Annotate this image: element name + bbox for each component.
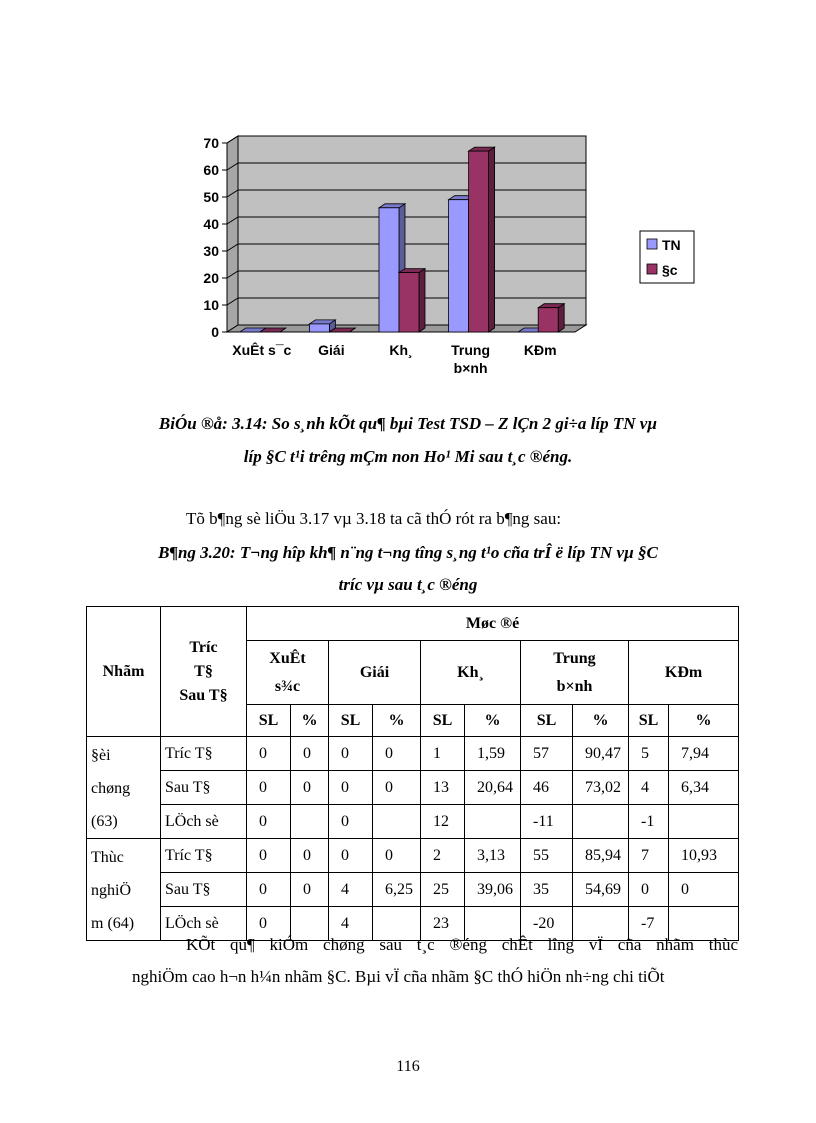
table-cell: 0 bbox=[247, 737, 291, 771]
bar-dc-2 bbox=[399, 269, 425, 332]
header-level-line: Trung bbox=[553, 649, 596, 667]
legend-label: §c bbox=[662, 262, 678, 278]
table-cell: 0 bbox=[247, 805, 291, 839]
table-cell: 20,64 bbox=[465, 771, 521, 805]
table-cell: 0 bbox=[247, 907, 291, 941]
x-tick-label: Giái bbox=[318, 342, 345, 358]
y-tick-label: 70 bbox=[203, 135, 219, 151]
table-cell bbox=[373, 805, 421, 839]
table-cell: 46 bbox=[521, 771, 573, 805]
y-tick-label: 20 bbox=[203, 270, 219, 286]
table-header-row bbox=[87, 607, 739, 641]
table-cell: 6,25 bbox=[373, 873, 421, 907]
row-label: Sau T§ bbox=[161, 771, 247, 805]
table-cell: 7,94 bbox=[669, 737, 739, 771]
y-tick-label: 30 bbox=[203, 243, 219, 259]
header-level-name bbox=[521, 641, 629, 705]
table-cell: 0 bbox=[291, 873, 329, 907]
header-sl: SL bbox=[329, 705, 373, 737]
header-level-line: XuÊt bbox=[269, 649, 306, 667]
header-sl: SL bbox=[247, 705, 291, 737]
table-cell: 39,06 bbox=[465, 873, 521, 907]
group-label-line: m (64) bbox=[91, 915, 135, 932]
header-time-line: Sau T§ bbox=[179, 686, 228, 704]
table-cell: 1,59 bbox=[465, 737, 521, 771]
page-number: 116 bbox=[396, 1058, 420, 1075]
x-tick-label: Kh¸ bbox=[389, 342, 413, 358]
table-cell: -11 bbox=[521, 805, 573, 839]
header-time-line: Tríc bbox=[189, 638, 218, 656]
y-tick-label: 0 bbox=[211, 324, 219, 340]
table-row bbox=[87, 737, 739, 771]
conclusion-line-1: KÕt qu¶ kiÓm chøng sau t¸c ®éng chÊt lîng vÏ cña nhãm thùc bbox=[186, 935, 738, 954]
header-sl: SL bbox=[629, 705, 669, 737]
table-cell bbox=[465, 805, 521, 839]
table-cell: 0 bbox=[291, 839, 329, 873]
chart-caption-line-1: BiÓu ®å: 3.14: So s¸nh kÕt qu¶ bµi Test TSD – Z lÇn 2 gi÷a líp TN vµ bbox=[158, 414, 658, 433]
x-tick-label: KÐm bbox=[523, 342, 557, 358]
table-cell: 73,02 bbox=[573, 771, 629, 805]
legend-swatch bbox=[647, 239, 657, 249]
header-level-line: s¾c bbox=[274, 677, 301, 695]
table-cell bbox=[669, 805, 739, 839]
header-level-cell: Møc ®é bbox=[247, 607, 739, 641]
table-cell: 0 bbox=[329, 771, 373, 805]
y-tick-label: 10 bbox=[203, 297, 219, 313]
table-title-line-1: B¶ng 3.20: T¬ng hîp kh¶ n¨ng t¬ng tîng s¸ng t¹o cña trÎ ë líp TN vµ §C bbox=[158, 543, 658, 562]
table-cell: 13 bbox=[421, 771, 465, 805]
conclusion-line-2: nghiÖm cao h¬n h¼n nhãm §C. Bµi vÏ cña nhãm §C thÓ hiÖn nh÷ng chi tiÕt bbox=[132, 967, 665, 986]
table-cell: 2 bbox=[421, 839, 465, 873]
table-cell: 4 bbox=[329, 907, 373, 941]
header-time-cell bbox=[161, 607, 247, 737]
table-cell: 0 bbox=[247, 771, 291, 805]
table-row bbox=[87, 839, 739, 873]
table-cell: 0 bbox=[629, 873, 669, 907]
legend-label: TN bbox=[662, 237, 681, 253]
table-cell: 55 bbox=[521, 839, 573, 873]
header-sl: SL bbox=[421, 705, 465, 737]
table-cell: 0 bbox=[329, 737, 373, 771]
header-sl: SL bbox=[521, 705, 573, 737]
table-cell bbox=[573, 805, 629, 839]
group-label-line: §èi bbox=[91, 747, 111, 764]
table-cell: 57 bbox=[521, 737, 573, 771]
bar-dc-4 bbox=[538, 304, 564, 332]
header-pct: % bbox=[291, 705, 329, 737]
y-tick-label: 60 bbox=[203, 162, 219, 178]
table-cell: 0 bbox=[291, 771, 329, 805]
group-label-line: (63) bbox=[91, 813, 118, 830]
table-cell: 7 bbox=[629, 839, 669, 873]
table-title-line-2: tríc vµ sau t¸c ®éng bbox=[338, 575, 478, 594]
table-cell: -1 bbox=[629, 805, 669, 839]
bar-chart bbox=[180, 125, 720, 385]
table-cell: 1 bbox=[421, 737, 465, 771]
table-cell: 35 bbox=[521, 873, 573, 907]
header-time-line: T§ bbox=[194, 662, 213, 680]
intro-paragraph: Tõ b¶ng sè liÖu 3.17 vµ 3.18 ta cã thÓ rót ra b¶ng sau: bbox=[186, 509, 562, 528]
group-label-line: chøng bbox=[91, 780, 131, 797]
header-pct: % bbox=[669, 705, 739, 737]
group-label-cell bbox=[87, 839, 161, 941]
table-cell: -20 bbox=[521, 907, 573, 941]
row-label: LÖch sè bbox=[161, 805, 247, 839]
chart-legend bbox=[640, 231, 694, 283]
header-level-name bbox=[629, 641, 739, 705]
header-pct: % bbox=[465, 705, 521, 737]
table-row bbox=[87, 805, 739, 839]
legend-swatch bbox=[647, 264, 657, 274]
table-cell: 12 bbox=[421, 805, 465, 839]
table-row bbox=[87, 873, 739, 907]
header-level-line: KÐm bbox=[664, 663, 703, 681]
table-cell: 3,13 bbox=[465, 839, 521, 873]
header-level-name bbox=[247, 641, 329, 705]
table-cell: -7 bbox=[629, 907, 669, 941]
table-cell bbox=[291, 805, 329, 839]
table-cell: 85,94 bbox=[573, 839, 629, 873]
x-tick-label: Trung bbox=[451, 342, 491, 358]
table-cell: 10,93 bbox=[669, 839, 739, 873]
table-row bbox=[87, 771, 739, 805]
header-level-line: b×nh bbox=[556, 677, 593, 695]
group-label-cell bbox=[87, 737, 161, 839]
results-table bbox=[86, 606, 739, 941]
row-label: Tríc T§ bbox=[161, 737, 247, 771]
row-label: LÖch sè bbox=[161, 907, 247, 941]
table-cell: 0 bbox=[329, 805, 373, 839]
header-group-cell: Nhãm bbox=[87, 607, 161, 737]
row-label: Sau T§ bbox=[161, 873, 247, 907]
table-cell: 6,34 bbox=[669, 771, 739, 805]
table-cell: 23 bbox=[421, 907, 465, 941]
header-level-line: Kh¸ bbox=[457, 663, 484, 681]
table-cell: 0 bbox=[329, 839, 373, 873]
table-cell: 4 bbox=[629, 771, 669, 805]
y-tick-label: 40 bbox=[203, 216, 219, 232]
table-cell: 5 bbox=[629, 737, 669, 771]
group-label-line: nghiÖ bbox=[91, 882, 131, 899]
header-pct: % bbox=[373, 705, 421, 737]
table-cell: 0 bbox=[373, 737, 421, 771]
chart-caption-line-2: líp §C t¹i trêng mÇm non Ho¹ Mi sau t¸c ®éng. bbox=[243, 447, 573, 466]
chart-side-wall bbox=[227, 136, 238, 332]
table-cell: 90,47 bbox=[573, 737, 629, 771]
y-tick-label: 50 bbox=[203, 189, 219, 205]
table-cell: 0 bbox=[669, 873, 739, 907]
row-label: Tríc T§ bbox=[161, 839, 247, 873]
table-cell: 0 bbox=[373, 771, 421, 805]
group-label-line: Thùc bbox=[91, 849, 124, 866]
table-cell: 0 bbox=[291, 737, 329, 771]
header-level-name bbox=[329, 641, 421, 705]
table-cell: 0 bbox=[247, 839, 291, 873]
table-cell: 54,69 bbox=[573, 873, 629, 907]
table-cell: 0 bbox=[373, 839, 421, 873]
table-cell: 25 bbox=[421, 873, 465, 907]
table-cell: 0 bbox=[247, 873, 291, 907]
header-level-line: Giái bbox=[359, 663, 390, 681]
table-cell: 4 bbox=[329, 873, 373, 907]
x-tick-label: XuÊt s¯c bbox=[232, 342, 292, 358]
header-pct: % bbox=[573, 705, 629, 737]
x-tick-label: b×nh bbox=[453, 360, 488, 376]
bar-dc-3 bbox=[469, 147, 495, 332]
header-level-name bbox=[421, 641, 521, 705]
